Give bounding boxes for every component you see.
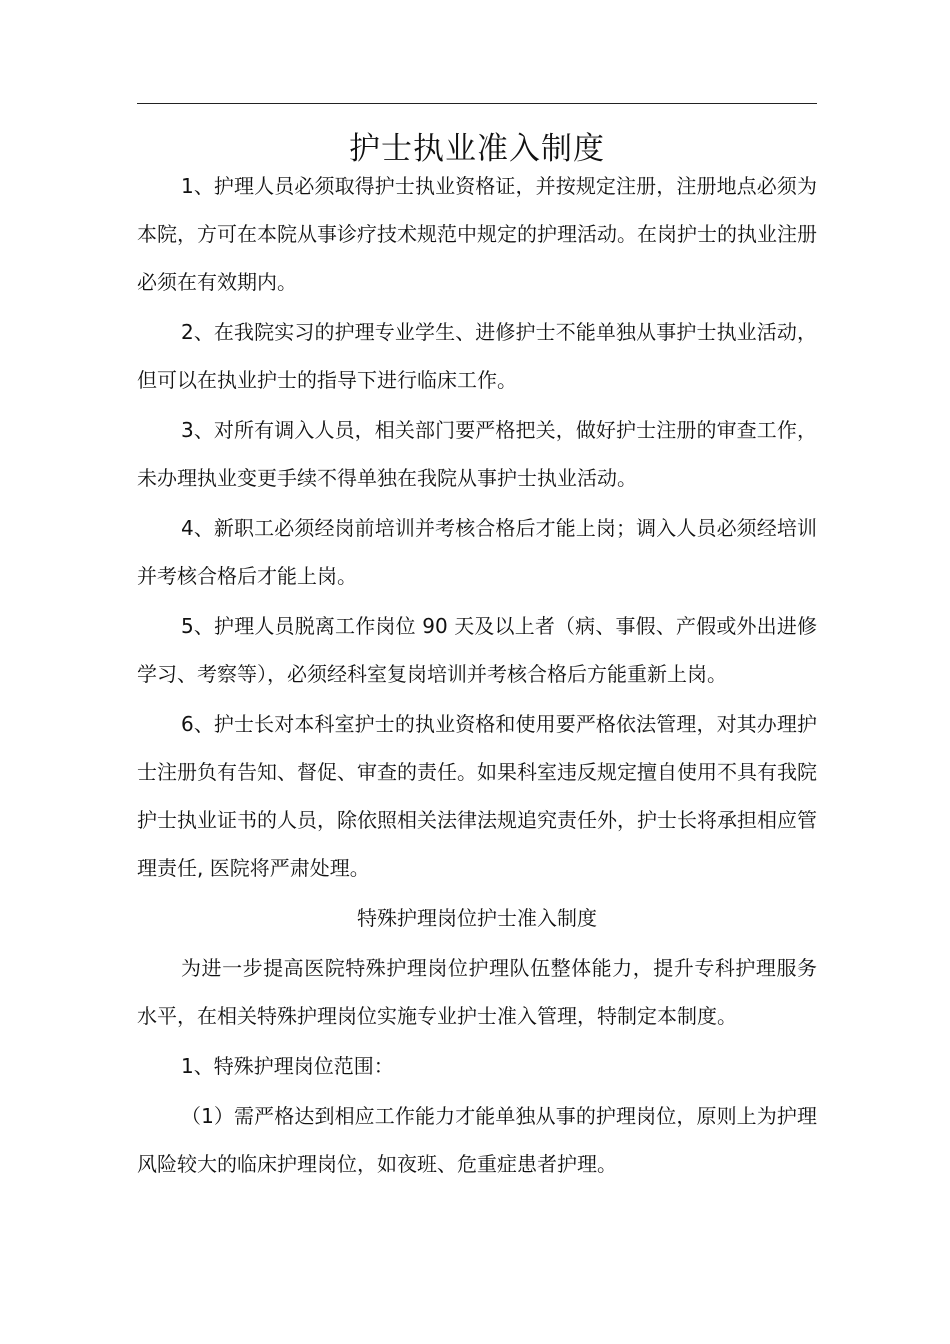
header-rule <box>137 103 817 104</box>
paragraph-3: 3、对所有调入人员，相关部门要严格把关，做好护士注册的审查工作，未办理执业变更手续不得单独在我院从事护士执业活动。 <box>137 418 817 490</box>
paragraph-2: 2、在我院实习的护理专业学生、进修护士不能单独从事护士执业活动，但可以在执业护士的指导下进行临床工作。 <box>137 320 817 392</box>
document-title: 护士执业准入制度 <box>349 130 605 167</box>
document-body <box>137 162 817 1188</box>
paragraph-1: 1、护理人员必须取得护士执业资格证，并按规定注册，注册地点必须为本院，方可在本院从事诊疗技术规范中规定的护理活动。在岗护士的执业注册必须在有效期内。 <box>137 174 817 294</box>
section-paragraph-scope: 1、特殊护理岗位范围： <box>181 1054 394 1078</box>
section-title: 特殊护理岗位护士准入制度 <box>357 906 597 930</box>
paragraph-4: 4、新职工必须经岗前培训并考核合格后才能上岗；调入人员必须经培训并考核合格后才能上岗。 <box>137 516 817 588</box>
section-paragraph-scope-item-1: （1）需严格达到相应工作能力才能单独从事的护理岗位，原则上为护理风险较大的临床护理岗位，如夜班、危重症患者护理。 <box>137 1104 817 1176</box>
section-paragraph-intro: 为进一步提高医院特殊护理岗位护理队伍整体能力，提升专科护理服务水平，在相关特殊护理岗位实施专业护士准入管理，特制定本制度。 <box>137 956 817 1028</box>
paragraph-6: 6、护士长对本科室护士的执业资格和使用要严格依法管理，对其办理护士注册负有告知、督促、审查的责任。如果科室违反规定擅自使用不具有我院护士执业证书的人员，除依照相关法律法规追究责任外，护士长将承担相应管理责任, 医院将严肃处理。 <box>137 712 817 880</box>
paragraph-5: 5、护理人员脱离工作岗位 90 天及以上者（病、事假、产假或外出进修学习、考察等），必须经科室复岗培训并考核合格后方能重新上岗。 <box>137 614 817 686</box>
